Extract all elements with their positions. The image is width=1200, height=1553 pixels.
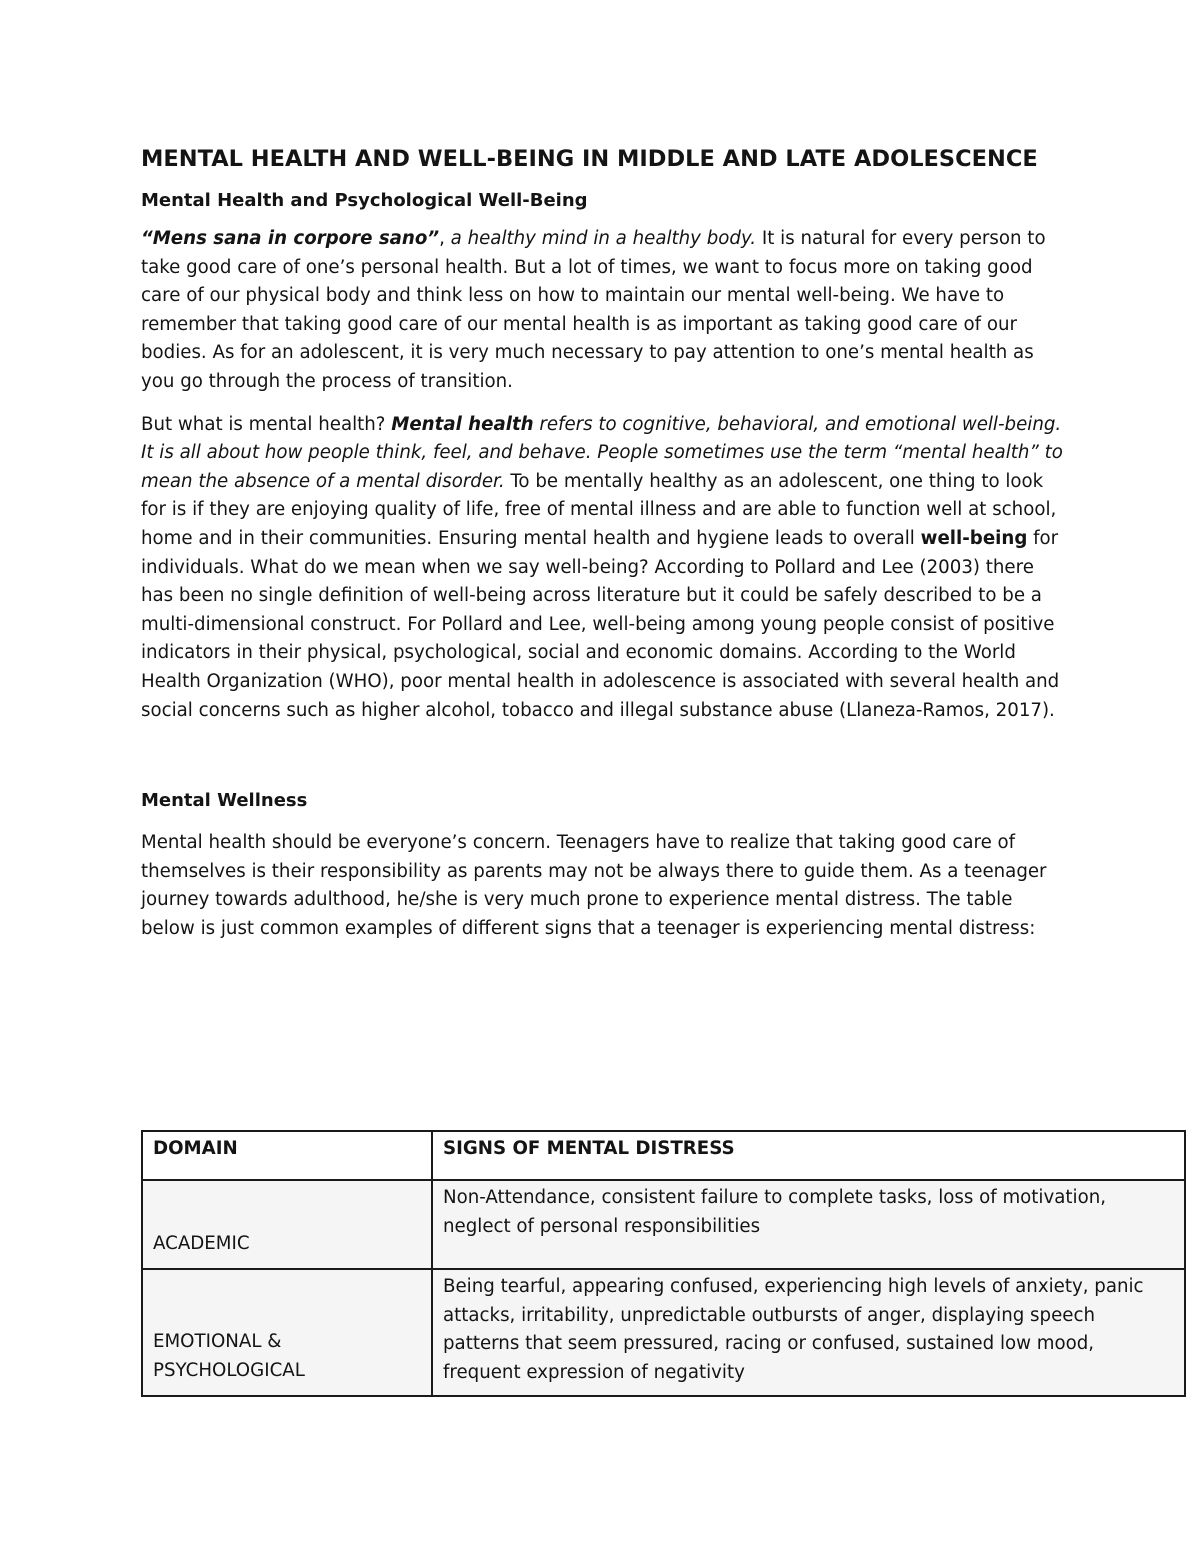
document-title: MENTAL HEALTH AND WELL-BEING IN MIDDLE AND LATE ADOLESCENCE xyxy=(141,146,1038,172)
paragraph-definition xyxy=(141,411,1066,726)
document-page xyxy=(141,143,1066,943)
section-heading-mental-health: Mental Health and Psychological Well-Being xyxy=(141,190,588,211)
domain-cell xyxy=(142,1269,432,1396)
domain-line: PSYCHOLOGICAL xyxy=(153,1359,305,1381)
domain-line: EMOTIONAL & xyxy=(153,1331,282,1352)
definition-rest: for individuals. What do we mean when we say well-being? According to Pollard and Lee (2003) there has been no single definition of well-being across literature but it could be safely described to be a multi-dimensional construct. For Pollard and Lee, well-being among young people consist of positive indicators in their physical, psychological, social and economic domains. According to the World Health Organization (WHO), poor mental health in adolescence is associated with several health and social concerns such as higher alcohol, tobacco and illegal substance abuse (Llaneza-Ramos, 2017). xyxy=(141,527,1060,721)
intro-text: It is natural for every person to take good care of one’s personal health. But a lot of times, we want to focus more on taking good care of our physical body and think less on how to maintain our mental well-being. We have to remember that taking good care of our mental health is as important as taking good care of our bodies. As for an adolescent, it is very much necessary to pay attention to one’s mental health as you go through the process of transition. xyxy=(141,228,1046,392)
table-row xyxy=(142,1269,1185,1396)
definition-middle: To be mentally healthy as an adolescent, one thing to look for is if they are enjoying quality of life, free of mental illness and are able to function well at school, home and in their communities. Ensuring mental health and hygiene leads to overall xyxy=(141,470,1057,549)
section-heading-mental-wellness: Mental Wellness xyxy=(141,790,308,812)
table-row xyxy=(142,1180,1185,1269)
latin-quote: “Mens sana in corpore sano” xyxy=(141,228,440,249)
definition-lead: But what is mental health? xyxy=(141,413,392,435)
paragraph-intro xyxy=(141,225,1066,397)
table-header-row xyxy=(142,1131,1185,1180)
paragraph-wellness: Mental health should be everyone’s concern. Teenagers have to realize that taking good care of themselves is their responsibility as parents may not be always there to guide them. As a teenager journey towards adulthood, he/she is very much prone to experience mental distress. The table below is just common examples of different signs that a teenager is experiencing mental distress: xyxy=(141,832,1047,939)
signs-cell: Being tearful, appearing confused, experiencing high levels of anxiety, panic attacks, irritability, unpredictable outbursts of anger, displaying speech patterns that seem pressured, racing or confused, sustained low mood, frequent expression of negativity xyxy=(432,1269,1185,1396)
term-well-being: well-being xyxy=(920,527,1028,549)
header-domain: DOMAIN xyxy=(142,1131,432,1180)
term-mental-health: Mental health xyxy=(391,413,534,435)
definition-text: refers to cognitive, behavioral, and emotional well-being. It is all about how people think, feel, and behave. People sometimes use the term “mental health” to mean the absence of a mental disorder. xyxy=(141,413,1063,492)
mental-distress-table xyxy=(141,1130,1186,1397)
quote-translation: a healthy mind in a healthy body. xyxy=(450,228,757,249)
signs-cell: Non-Attendance, consistent failure to complete tasks, loss of motivation, neglect of personal responsibilities xyxy=(432,1180,1185,1269)
header-signs: SIGNS OF MENTAL DISTRESS xyxy=(432,1131,1185,1180)
quote-separator: , xyxy=(439,228,451,249)
domain-cell: ACADEMIC xyxy=(142,1180,432,1269)
